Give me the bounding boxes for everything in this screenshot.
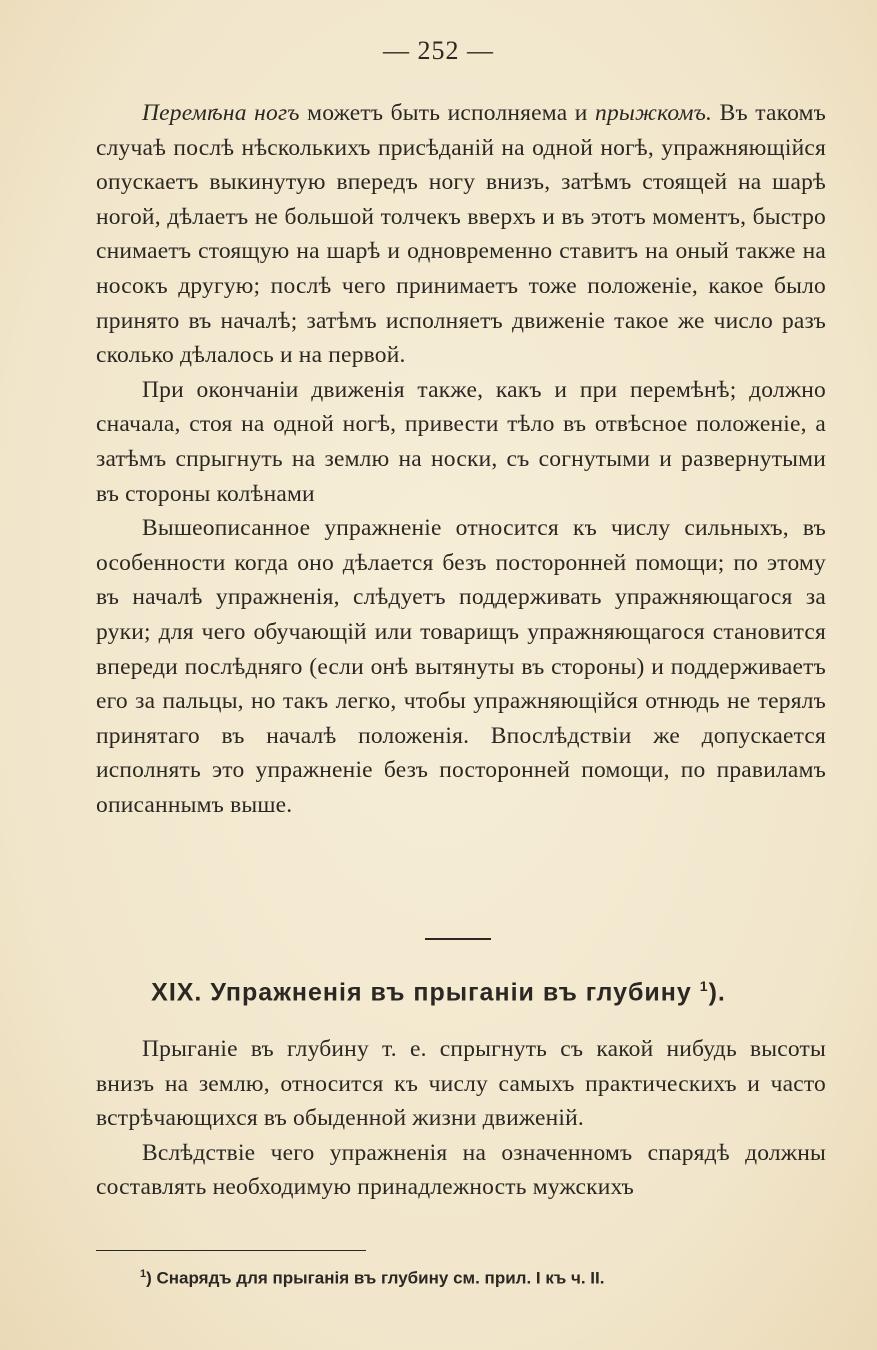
main-text <box>96 96 826 822</box>
section-title-end: ). <box>708 978 726 1007</box>
italic-term-jump: прыжкомъ. <box>595 100 713 126</box>
section-text <box>96 1032 826 1205</box>
footnote <box>140 1268 800 1289</box>
paragraph-1-text-b: Въ такомъ случаѣ послѣ нѣсколькихъ присѣданій на одной ногѣ, упражняющійся опускаетъ выкинутую впередъ ногу внизъ, затѣмъ стоящей на шарѣ ногой, дѣлаетъ не большой толчекъ вверхъ и въ этотъ моментъ, быстро снимаетъ стоящую на шарѣ и одновременно ставитъ на оный также на носокъ другую; послѣ чего принимаетъ тоже положеніе, какое было принято въ началѣ; затѣмъ исполняетъ движеніе такое же число разъ сколько дѣлалось и на первой. <box>96 100 827 369</box>
section-title: XIX. Упражненія въ прыганіи въ глубину <box>151 978 692 1007</box>
section-paragraph-2: Вслѣдствіе чего упражненія на означенномъ спарядѣ должны составлять необходимую принадлежность мужскихъ <box>96 1139 826 1201</box>
paragraph-3: Вышеописанное упражненіе относится къ числу сильныхъ, въ особенности когда оно дѣлается безъ посторонней помощи; по этому въ началѣ упражненія, слѣдуетъ поддерживать упражняющагося за руки; для чего обучающій или товарищъ упражняющагося становится впереди послѣдняго (если онѣ вытянуты въ стороны) и поддерживаетъ его за пальцы, но такъ легко, чтобы упражняющійся отнюдь не терялъ принятаго въ началѣ положенія. Впослѣдствіи же допускается исполнять это упражненіе безъ посторонней помощи, по правиламъ описаннымъ выше. <box>96 515 826 818</box>
section-paragraph-1: Прыганіе въ глубину т. е. спрыгнуть съ какой нибудь высоты внизъ на землю, относится къ числу самыхъ практическихъ и часто встрѣчающихся въ обыденной жизни движеній. <box>96 1036 826 1132</box>
paragraph-1-text-a: можетъ быть исполняема и <box>299 100 596 126</box>
footnote-rule <box>96 1250 366 1251</box>
footnote-reference: 1 <box>699 978 709 994</box>
footnote-text: ) Снарядъ для прыганія въ глубину см. прил. I къ ч. II. <box>146 1268 605 1288</box>
footnote-mark: 1 <box>140 1268 147 1280</box>
italic-term-leg-change: Перемѣна ногъ <box>142 100 300 126</box>
section-heading <box>0 978 877 1007</box>
page-number: — 252 — <box>383 36 494 65</box>
paragraph-2: При окончаніи движенія также, какъ и при перемѣнѣ; должно сначала, стоя на одной ногѣ, привести тѣло въ отвѣсное положеніе, а затѣмъ спрыгнуть на землю на носки, съ согнутыми и развернутыми въ стороны колѣнами <box>96 376 826 507</box>
section-divider <box>425 938 491 940</box>
paragraph-1 <box>96 96 826 373</box>
